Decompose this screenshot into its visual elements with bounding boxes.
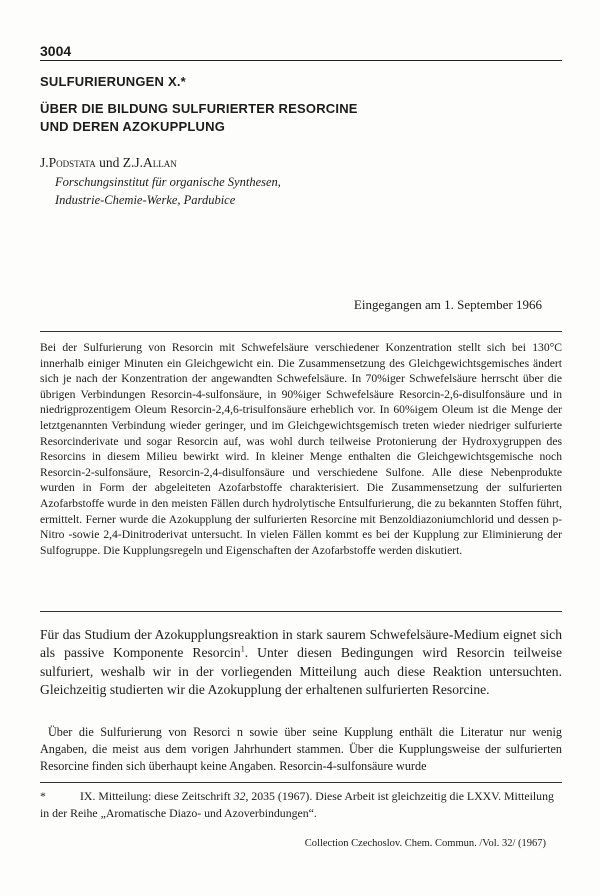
journal-citation: Collection Czechoslov. Chem. Commun. /Vol. 32/ (1967) bbox=[304, 838, 546, 849]
page-number: 3004 bbox=[40, 43, 72, 59]
affiliation-line2: Industrie-Chemie-Werke, Pardubice bbox=[55, 193, 236, 207]
series-title: SULFURIERUNGEN X.* bbox=[40, 74, 186, 89]
intro-text-start: Für das Studium der Azokupplungsreaktion in stark saurem Schwefelsäure-Medium eignet sich als passive Komponente Resorcin bbox=[40, 627, 562, 661]
article-title-line1: ÜBER DIE BILDUNG SULFURIERTER RESORCINE bbox=[40, 101, 358, 116]
footnote-marker: * bbox=[40, 789, 46, 803]
footnote bbox=[40, 788, 562, 822]
body-paragraph: Über die Sulfurierung von Resorci n sowie über seine Kupplung enthält die Literatur nur wenig Angaben, die meist aus dem vorigen Jahrhundert stammen. Über die Kupplungsweise der sulfurierten Resorcine finden sich überhaupt keine Angaben. Resorcin-4-sulfonsäure wurde bbox=[40, 725, 562, 773]
abstract-bottom-rule bbox=[40, 611, 562, 612]
author-conjunction: und bbox=[99, 155, 120, 170]
footnote-volume: 32 bbox=[233, 789, 246, 803]
footnote-text-start: IX. Mitteilung: diese Zeitschrift bbox=[80, 789, 234, 803]
author-line bbox=[40, 155, 177, 171]
author-allan: Z.J.Allan bbox=[122, 155, 177, 170]
header-rule bbox=[40, 60, 562, 61]
received-date: Eingegangen am 1. September 1966 bbox=[353, 297, 542, 312]
article-title-line2: UND DEREN AZOKUPPLUNG bbox=[40, 119, 226, 134]
author-podstata: J.Podstata bbox=[40, 155, 96, 170]
footnote-text-end: , 2035 (1967). Diese Arbeit ist gleichzeitig die LXXV. Mitteilung in der Reihe „Aromatische Diazo- und Azoverbindungen“. bbox=[40, 789, 554, 820]
intro-paragraph bbox=[40, 626, 562, 700]
intro-text-end: . Unter diesen Bedingungen wird Resorcin teilweise sulfuriert, weshalb wir in der vorliegenden Mitteilung auch diese Reaktion untersuchten. Gleichzeitig studierten wir die Azokupplung der erhaltenen sulfurierten Resorcine. bbox=[40, 645, 562, 698]
abstract: Bei der Sulfurierung von Resorcin mit Schwefelsäure verschiedener Konzentration stellt sich bei 130°C innerhalb einiger Minuten ein Gleichgewicht ein. Die Zusammensetzung des Gleichgewichtsgemisches ändert sich je nach der Konzentration der angewandten Schwefelsäure. In 70%iger Schwefelsäure herrscht über die übrigen Verbindungen Resorcin-4-sulfonsäure, in 90%iger Schwefelsäure Resorcin-2,6-disulfonsäure und in niedrigprozentigem Oleum Resorcin-2,4,6-trisulfonsäure erheblich vor. In 60%igem Oleum ist die Menge der letztgenannten Verbindung wieder geringer, und im Gleichgewichtsgemisch treten wieder niedriger sulfurierte Resorcinderivate und sogar Resorcin auf, was wohl durch teilweise Protonierung der Hydroxygruppen des Resorcins in diesem Milieu bewirkt wird. In kleiner Menge enthalten die Gleichgewichtsgemische noch Resorcin-2-sulfonsäure, Resorcin-2,4-disulfonsäure und verschiedene Sulfone. Alle diese Nebenprodukte wurden in Form der abgeleiteten Azofarbstoffe charakterisiert. Die Zusammensetzung der sulfurierten Azofarbstoffe wurde in den meisten Fällen durch hydrolytische Entsulfurierung, die zu bekannten Stoffen führt, ermittelt. Ferner wurde die Azokupplung der sulfurierten Resorcine mit Benzoldiazoniumchlorid und dessen p-Nitro -sowie 2,4-Dinitroderivat untersucht. In vielen Fällen kommt es bei der Kupplung zur Eliminierung der Sulfogruppe. Die Kupplungsregeln und Eigenschaften der Azofarbstoffe werden diskutiert. bbox=[40, 341, 562, 557]
footnote-rule bbox=[40, 782, 562, 783]
affiliation-line1: Forschungsinstitut für organische Synthesen, bbox=[55, 175, 281, 189]
abstract-top-rule bbox=[40, 331, 562, 332]
reference-marker[interactable]: 1 bbox=[240, 644, 245, 654]
